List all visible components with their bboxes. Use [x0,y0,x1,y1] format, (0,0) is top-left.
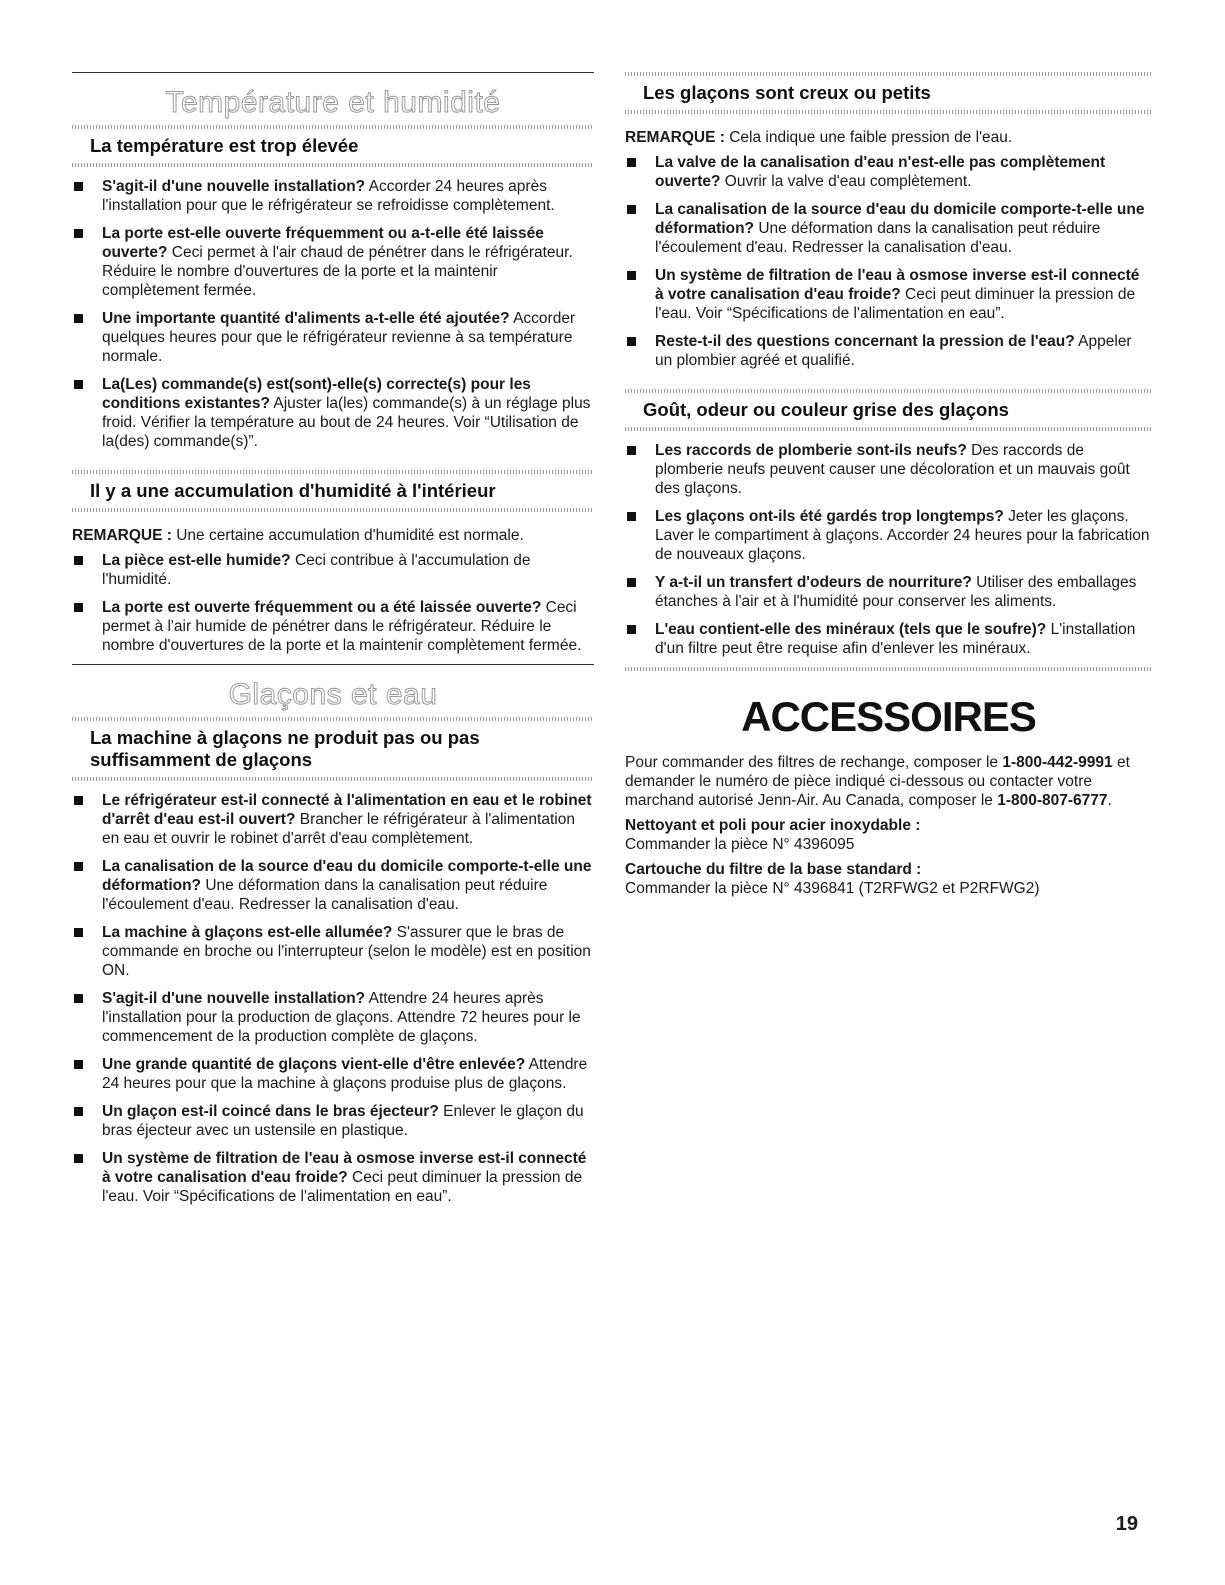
phone-number-canada: 1-800-807-6777 [997,792,1108,809]
answer-text: Ceci contribue à l'accumulation de l'humidité. [102,552,531,588]
intro-text: . [1107,792,1112,809]
list-item [72,989,594,1046]
page-number: 19 [1115,1513,1138,1535]
square-bullet-icon [627,158,636,167]
intro-text: Pour commander des filtres de rechange, composer le [625,754,1003,771]
note-humidity [72,526,594,545]
square-bullet-icon [74,862,83,871]
answer-text: Appeler un plombier agréé et qualifié. [655,333,1132,369]
answer-text: Attendre 24 heures pour que la machine à glaçons produise plus de glaçons. [102,1056,588,1092]
question-text: L'eau contient-elle des minéraux (tels que le soufre)? [655,621,1047,638]
list-item [625,200,1152,257]
subhead-taste-odor: Goût, odeur ou couleur grise des glaçons [643,399,1009,420]
list-item [625,573,1152,611]
square-bullet-icon [74,1060,83,1069]
square-bullet-icon [74,314,83,323]
cartridge-label: Cartouche du filtre de la base standard : [625,861,922,878]
list-item [72,857,594,914]
list-item [72,598,594,655]
note-text: Une certaine accumulation d'humidité est normale. [171,527,524,544]
subhead-hollow-ice: Les glaçons sont creux ou petits [643,82,931,103]
question-text: La canalisation de la source d'eau du domicile comporte-t-elle une déformation? [102,858,592,894]
list-humidity [72,551,594,655]
answer-text: L'installation d'un filtre peut être requise afin d'enlever les minéraux. [655,621,1136,657]
answer-text: Enlever le glaçon du bras éjecteur avec un ustensile en plastique. [102,1103,584,1139]
square-bullet-icon [627,578,636,587]
list-temp-high [72,177,594,451]
note-label: REMARQUE : [625,129,725,146]
question-text: Les glaçons ont-ils été gardés trop longtemps? [655,508,1004,525]
question-text: Les raccords de plomberie sont-ils neufs? [655,442,967,459]
left-column [72,72,594,1215]
question-text: La pièce est-elle humide? [102,552,291,569]
list-item [72,177,594,215]
square-bullet-icon [74,994,83,1003]
square-bullet-icon [74,603,83,612]
note-text: Cela indique une faible pression de l'eau. [724,129,1013,146]
section-title-temperature: Température et humidité [165,86,501,119]
right-column [625,72,1152,898]
intro-text: et demander le numéro de pièce indiqué ci-dessous ou contacter votre marchand autorisé Jenn-Air. Au Canada, composer le [625,754,1130,809]
square-bullet-icon [627,446,636,455]
note-label: REMARQUE : [72,527,172,544]
list-item [625,266,1152,323]
question-text: La valve de la canalisation d'eau n'est-elle pas complètement ouverte? [655,154,1106,190]
cleaner-part: Commander la pièce N° 4396095 [625,836,855,853]
question-text: Reste-t-il des questions concernant la pression de l'eau? [655,333,1075,350]
square-bullet-icon [74,182,83,191]
square-bullet-icon [627,205,636,214]
question-text: S'agit-il d'une nouvelle installation? [102,990,366,1007]
answer-text: S'assurer que le bras de commande en broche ou l'interrupteur (selon le modèle) est en position ON. [102,924,591,979]
list-item [625,507,1152,564]
answer-text: Ceci peut diminuer la pression de l'eau. Voir “Spécifications de l'alimentation en eau”. [102,1169,583,1205]
list-item [625,153,1152,191]
list-item [72,791,594,848]
square-bullet-icon [627,337,636,346]
answer-text: Des raccords de plomberie neufs peuvent causer une décoloration et un mauvais goût des glaçons. [655,442,1130,497]
list-ice-maker [72,791,594,1206]
list-item [72,1149,594,1206]
square-bullet-icon [74,928,83,937]
question-text: S'agit-il d'une nouvelle installation? [102,178,366,195]
accessories-title: ACCESSOIRES [741,693,1036,740]
list-item [72,551,594,589]
cartridge-part: Commander la pièce N° 4396841 (T2RFWG2 et P2RFWG2) [625,880,1040,897]
list-taste-odor [625,441,1152,658]
answer-text: Utiliser des emballages étanches à l'air et à l'humidité pour conserver les aliments. [655,574,1137,610]
square-bullet-icon [74,796,83,805]
list-item [625,441,1152,498]
cleaner-label: Nettoyant et poli pour acier inoxydable : [625,817,921,834]
list-item [72,309,594,366]
square-bullet-icon [74,1154,83,1163]
square-bullet-icon [74,380,83,389]
answer-text: Attendre 24 heures après l'installation pour la production de glaçons. Attendre 72 heures pour le commencement de la production complète de glaçons. [102,990,581,1045]
question-text: Un système de filtration de l'eau à osmose inverse est-il connecté à votre canalisation d'eau froide? [655,267,1140,303]
question-text: La(Les) commande(s) est(sont)-elle(s) correcte(s) pour les conditions existantes? [102,376,531,412]
question-text: La porte est ouverte fréquemment ou a été laissée ouverte? [102,599,542,616]
answer-text: Ouvrir la valve d'eau complètement. [720,173,972,190]
section-rule [72,664,594,665]
question-text: Y a-t-il un transfert d'odeurs de nourriture? [655,574,972,591]
question-text: Le réfrigérateur est-il connecté à l'alimentation en eau et le robinet d'arrêt d'eau est-il ouvert? [102,792,592,828]
list-hollow-ice [625,153,1152,370]
answer-text: Ceci permet à l'air chaud de pénétrer dans le réfrigérateur. Réduire le nombre d'ouvertures de la porte et la maintenir complètement fermée. [102,244,573,299]
list-item [72,1102,594,1140]
section-title-ice: Glaçons et eau [228,678,438,711]
question-text: Une importante quantité d'aliments a-t-elle été ajoutée? [102,310,510,327]
square-bullet-icon [627,625,636,634]
square-bullet-icon [74,556,83,565]
question-text: La machine à glaçons est-elle allumée? [102,924,393,941]
question-text: La porte est-elle ouverte fréquemment ou a-t-elle été laissée ouverte? [102,225,544,261]
list-item [72,923,594,980]
phone-number: 1-800-442-9991 [1002,754,1113,771]
subhead-ice-maker: La machine à glaçons ne produit pas ou pas suffisamment de glaçons [90,727,480,770]
list-item [72,375,594,451]
question-text: Un glaçon est-il coincé dans le bras éjecteur? [102,1103,439,1120]
note-pressure [625,128,1152,147]
list-item [625,620,1152,658]
square-bullet-icon [74,1107,83,1116]
question-text: La canalisation de la source d'eau du domicile comporte-t-elle une déformation? [655,201,1145,237]
answer-text: Une déformation dans la canalisation peut réduire l'écoulement d'eau. Redresser la canalisation d'eau. [655,220,1101,256]
square-bullet-icon [627,512,636,521]
square-bullet-icon [74,229,83,238]
list-item [72,224,594,300]
answer-text: Ceci peut diminuer la pression de l'eau. Voir “Spécifications de l'alimentation en eau”. [655,286,1136,322]
answer-text: Une déformation dans la canalisation peut réduire l'écoulement d'eau. Redresser la canalisation d'eau. [102,877,548,913]
subhead-humidity: Il y a une accumulation d'humidité à l'intérieur [90,480,496,501]
answer-text: Ceci permet à l'air humide de pénétrer dans le réfrigérateur. Réduire le nombre d'ouvertures de la porte et la maintenir complètement fermée. [102,599,582,654]
answer-text: Accorder quelques heures pour que le réfrigérateur revienne à sa température normale. [102,310,576,365]
answer-text: Brancher le réfrigérateur à l'alimentation en eau et ouvrir le robinet d'arrêt d'eau complètement. [102,811,575,847]
list-item [72,1055,594,1093]
answer-text: Jeter les glaçons. Laver le compartiment à glaçons. Accorder 24 heures pour la fabrication de nouveaux glaçons. [655,508,1150,563]
answer-text: Ajuster la(les) commande(s) à un réglage plus froid. Vérifier la température au bout de 24 heures. Voir “Utilisation de la(des) commande(s)”. [102,395,591,450]
top-rule [72,72,594,73]
subhead-temp-high: La température est trop élevée [90,135,359,156]
list-item [625,332,1152,370]
square-bullet-icon [627,271,636,280]
accessories-intro [625,753,1152,810]
answer-text: Accorder 24 heures après l'installation pour que le réfrigérateur se refroidisse complètement. [102,178,555,214]
question-text: Une grande quantité de glaçons vient-elle d'être enlevée? [102,1056,526,1073]
hatch-divider [625,667,1152,671]
question-text: Un système de filtration de l'eau à osmose inverse est-il connecté à votre canalisation d'eau froide? [102,1150,587,1186]
